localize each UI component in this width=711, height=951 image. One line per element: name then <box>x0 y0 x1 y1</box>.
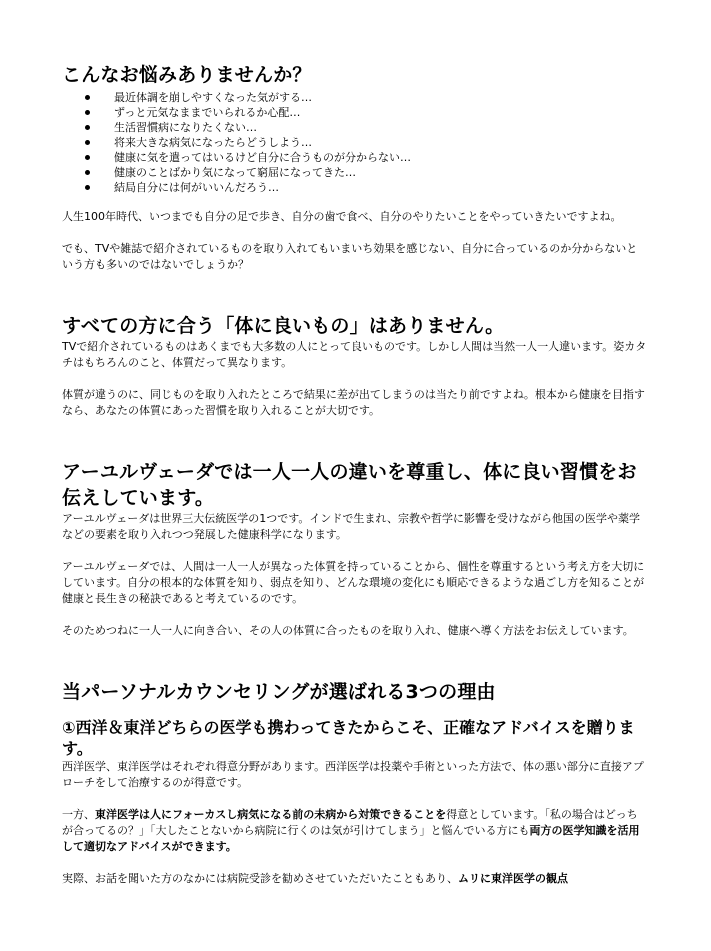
heading-three-reasons: 当パーソナルカウンセリングが選ばれる3つの理由 <box>62 681 496 703</box>
document-page <box>62 62 648 887</box>
paragraph: TVで紹介されているものはあくまでも大多数の人にとって良いものです。しかし人間は当然一人一人違います。姿カタチはもちろんのこと、体質だって異なります。 <box>62 340 647 369</box>
bold-text: ムリに東洋医学の観点 <box>458 872 568 885</box>
heading-no-universal: すべての方に合う「体に良いもの」はありません。 <box>62 315 505 337</box>
paragraph: アーユルヴェーダでは、人間は一人一人が異なった体質を持っていることから、個性を尊重するという考え方を大切にしています。自分の根本的な体質を知り、弱点を知り、どんな環境の変化にも順応できるような過ごし方を知ることが健康と長生きの秘訣であると考えているのです。 <box>62 560 645 605</box>
paragraph: アーユルヴェーダは世界三大伝統医学の1つです。インドで生まれ、宗教や哲学に影響を受けながら他国の医学や薬学などの要素を取り入れつつ発展した健康科学になります。 <box>62 512 641 541</box>
heading-worries: こんなお悩みありませんか？ <box>62 64 312 86</box>
text-span: 実際、お話を聞いた方のなかには病院受診を勧めさせていただいたこともあり、 <box>62 872 458 885</box>
list-item: 結局自分には何がいいんだろう… <box>114 180 648 195</box>
list-item: ずっと元気なままでいられるか心配… <box>114 105 648 120</box>
worries-list <box>62 90 648 195</box>
list-item: 最近体調を崩しやすくなった気がする… <box>114 90 648 105</box>
subheading-reason-1: ①西洋＆東洋どちらの医学も携わってきたからこそ、正確なアドバイスを贈ります。 <box>62 718 635 758</box>
bold-text: 両方の医学知識を活用して適切なアドバイスができます。 <box>62 824 640 853</box>
paragraph: でも、TVや雑誌で紹介されているものを取り入れてもいまいち効果を感じない、自分に合っているのか分からないという方も多いのではないでしょうか？ <box>62 242 638 271</box>
paragraph: そのためつねに一人一人に向き合い、その人の体質に合ったものを取り入れ、健康へ導く方法をお伝えしています。 <box>62 624 634 637</box>
list-item: 健康のことばかり気になって窮屈になってきた… <box>114 165 648 180</box>
paragraph <box>62 871 648 887</box>
paragraph: 西洋医学、東洋医学はそれぞれ得意分野があります。西洋医学は投薬や手術といった方法で、体の悪い部分に直接アプローチをして治療するのが得意です。 <box>62 760 644 789</box>
list-item: 健康に気を遣ってはいるけど自分に合うものが分からない… <box>114 150 648 165</box>
list-item: 生活習慣病になりたくない… <box>114 120 648 135</box>
paragraph: 人生100年時代、いつまでも自分の足で歩き、自分の歯で食べ、自分のやりたいことをやっていきたいですよね。 <box>62 210 622 223</box>
list-item: 将来大きな病気になったらどうしよう… <box>114 135 648 150</box>
paragraph <box>62 807 648 855</box>
bold-text: 東洋医学は人にフォーカスし病気になる前の未病から対策できることを <box>95 808 447 821</box>
text-span: 一方、 <box>62 808 95 821</box>
paragraph: 体質が違うのに、同じものを取り入れたところで結果に差が出てしまうのは当たり前ですよね。根本から健康を目指すなら、あなたの体質にあった習慣を取り入れることが大切です。 <box>62 388 645 417</box>
heading-ayurveda: アーユルヴェーダでは一人一人の違いを尊重し、体に良い習慣をお伝えしています。 <box>62 461 637 509</box>
text-span: 得意としています。「私の場合はどっちが合ってるの？」「大したことないから病院に行くのは気が引けてしまう」と悩んでいる方にも <box>62 808 638 837</box>
